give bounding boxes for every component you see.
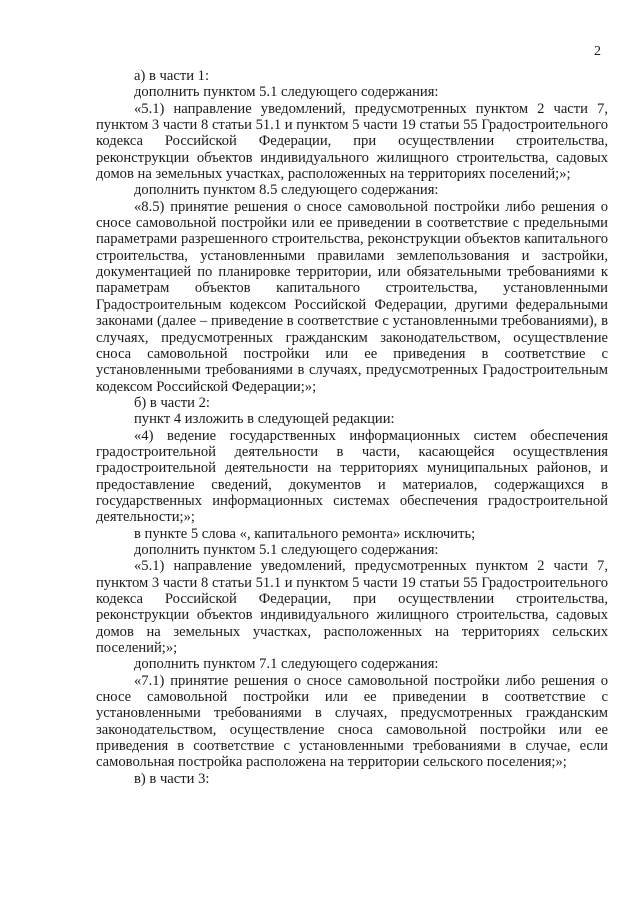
paragraph: «5.1) направление уведомлений, предусмотренных пунктом 2 части 7, пунктом 3 части 8 статьи 51.1 и пунктом 5 части 19 статьи 55 Градостроительного кодекса Российской Федерации, при осуществлении строительства, реконструкции объектов индивидуального жилищного строительства, садовых домов на земельных участках, расположенных на территориях поселений;»; — [96, 100, 608, 183]
paragraph: дополнить пунктом 5.1 следующего содержания: — [134, 84, 439, 101]
paragraph: б) в части 2: — [134, 394, 210, 411]
paragraph: дополнить пунктом 8.5 следующего содержания: — [134, 182, 439, 199]
paragraph: «4) ведение государственных информационных систем обеспечения градостроительной деятельности в части, касающейся осуществления градостроительной деятельности на территориях муниципальных районов, и предоставление сведений, документов и материалов, содержащихся в государственных информационных системах обеспечения градостроительной деятельности;»; — [96, 427, 608, 526]
paragraph: «8.5) принятие решения о сносе самовольной постройки либо решения о сносе самовольной постройки или ее приведении в соответствие с предельными параметрами разрешенного строительства, реконструкции объектов капитального строительства, установленными правилами землепользования и застройки, документацией по планировке территории, или обязательными требованиями к параметрам объектов капитального строительства, установленными Градостроительным кодексом Российской Федерации, другими федеральными законами (далее – приведение в соответствие с установленными требованиями), в случаях, предусмотренных гражданским законодательством, осуществление сноса самовольной постройки или ее приведения в соответствие с установленными требованиями в случаях, предусмотренных Градостроительным кодексом Российской Федерации;»; — [96, 198, 608, 395]
paragraph: а) в части 1: — [134, 68, 210, 84]
paragraph: «7.1) принятие решения о сносе самовольной постройки либо решения о сносе самовольной постройки или ее приведении в соответствие с установленными требованиями в случаях, предусмотренных гражданским законодательством, осуществление сноса самовольной постройки или ее приведения в соответствие с установленными требованиями в случае, если самовольная постройка расположена на территории сельского поселения;»; — [96, 672, 608, 771]
document-body — [96, 68, 608, 787]
paragraph: в пункте 5 слова «, капитального ремонта» исключить; — [134, 525, 476, 542]
paragraph: «5.1) направление уведомлений, предусмотренных пунктом 2 части 7, пунктом 3 части 8 статьи 51.1 и пунктом 5 части 19 статьи 55 Градостроительного кодекса Российской Федерации, при осуществлении строительства, реконструкции объектов индивидуального жилищного строительства, садовых домов на земельных участках, расположенных на территориях сельских поселений;»; — [96, 558, 608, 657]
paragraph: в) в части 3: — [134, 770, 210, 787]
paragraph: пункт 4 изложить в следующей редакции: — [134, 411, 395, 428]
page-number: 2 — [594, 44, 601, 59]
paragraph: дополнить пунктом 5.1 следующего содержания: — [134, 541, 439, 558]
paragraph: дополнить пунктом 7.1 следующего содержания: — [134, 656, 439, 673]
